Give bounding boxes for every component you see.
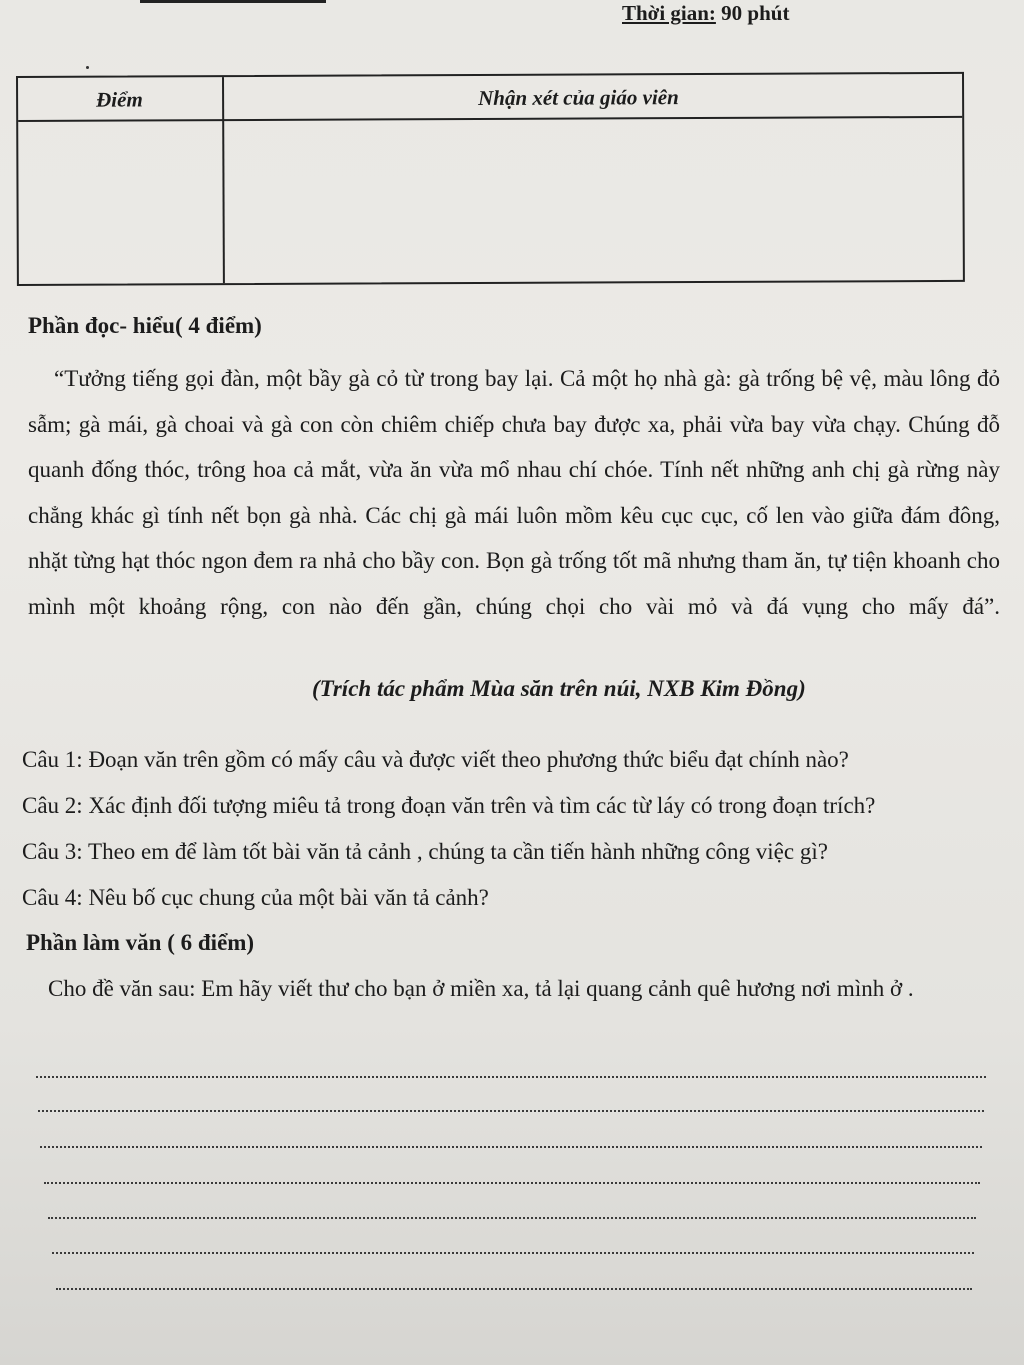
time-value: 90 phút (721, 1, 790, 25)
answer-line[interactable] (48, 1217, 976, 1219)
reading-section-title: Phần đọc- hiểu( 4 điểm) (28, 313, 262, 338)
speck-mark (86, 66, 89, 69)
question-3: Câu 3: Theo em để làm tốt bài văn tả cảnh , chúng ta cần tiến hành những công việc gì? (22, 839, 828, 864)
answer-line[interactable] (38, 1110, 984, 1112)
time-label: Thời gian: (622, 1, 716, 25)
score-table (16, 72, 965, 286)
writing-section-title: Phần làm văn ( 6 điểm) (26, 930, 255, 955)
reading-passage: “Tưởng tiếng gọi đàn, một bầy gà cỏ từ trong bay lại. Cả một họ nhà gà: gà trống bệ vệ, màu lông đỏ sẫm; gà mái, gà choai và gà con còn chiêm chiếp chưa bay được xa, phải vừa bay vừa chạy. Chúng đỗ quanh đống thóc, trông hoa cả mắt, vừa ăn vừa mổ nhau chí chóe. Tính nết những anh chị gà rừng này chẳng khác gì tính nết bọn gà nhà. Các chị gà mái luôn mồm kêu cục cục, cố len vào giữa đám đông, nhặt từng hạt thóc ngon đem ra nhả cho bầy con. Bọn gà trống tốt mã nhưng tham ăn, tự tiện khoanh cho mình một khoảng rộng, con nào đến gần, chúng chọi cho vài mỏ và đá vụng cho mấy đá”. (28, 366, 1000, 619)
table-column-divider (222, 77, 225, 283)
header-rule (140, 0, 326, 3)
table-row-divider (18, 116, 962, 122)
answer-line[interactable] (44, 1182, 980, 1184)
score-header: Điểm (96, 87, 143, 112)
comment-header: Nhận xét của giáo viên (478, 85, 679, 110)
exam-header (622, 0, 789, 26)
passage-source: (Trích tác phẩm Mùa săn trên núi, NXB Kim Đồng) (312, 676, 806, 701)
question-4: Câu 4: Nêu bố cục chung của một bài văn tả cảnh? (22, 885, 489, 910)
answer-line[interactable] (56, 1288, 972, 1290)
question-1: Câu 1: Đoạn văn trên gồm có mấy câu và được viết theo phương thức biểu đạt chính nào? (22, 747, 849, 772)
answer-line[interactable] (40, 1146, 982, 1148)
answer-line[interactable] (36, 1076, 986, 1078)
writing-prompt: Cho đề văn sau: Em hãy viết thư cho bạn ở miền xa, tả lại quang cảnh quê hương nơi mình ở . (48, 976, 914, 1001)
answer-line[interactable] (52, 1252, 974, 1254)
question-2: Câu 2: Xác định đối tượng miêu tả trong đoạn văn trên và tìm các từ láy có trong đoạn trích? (22, 793, 876, 818)
